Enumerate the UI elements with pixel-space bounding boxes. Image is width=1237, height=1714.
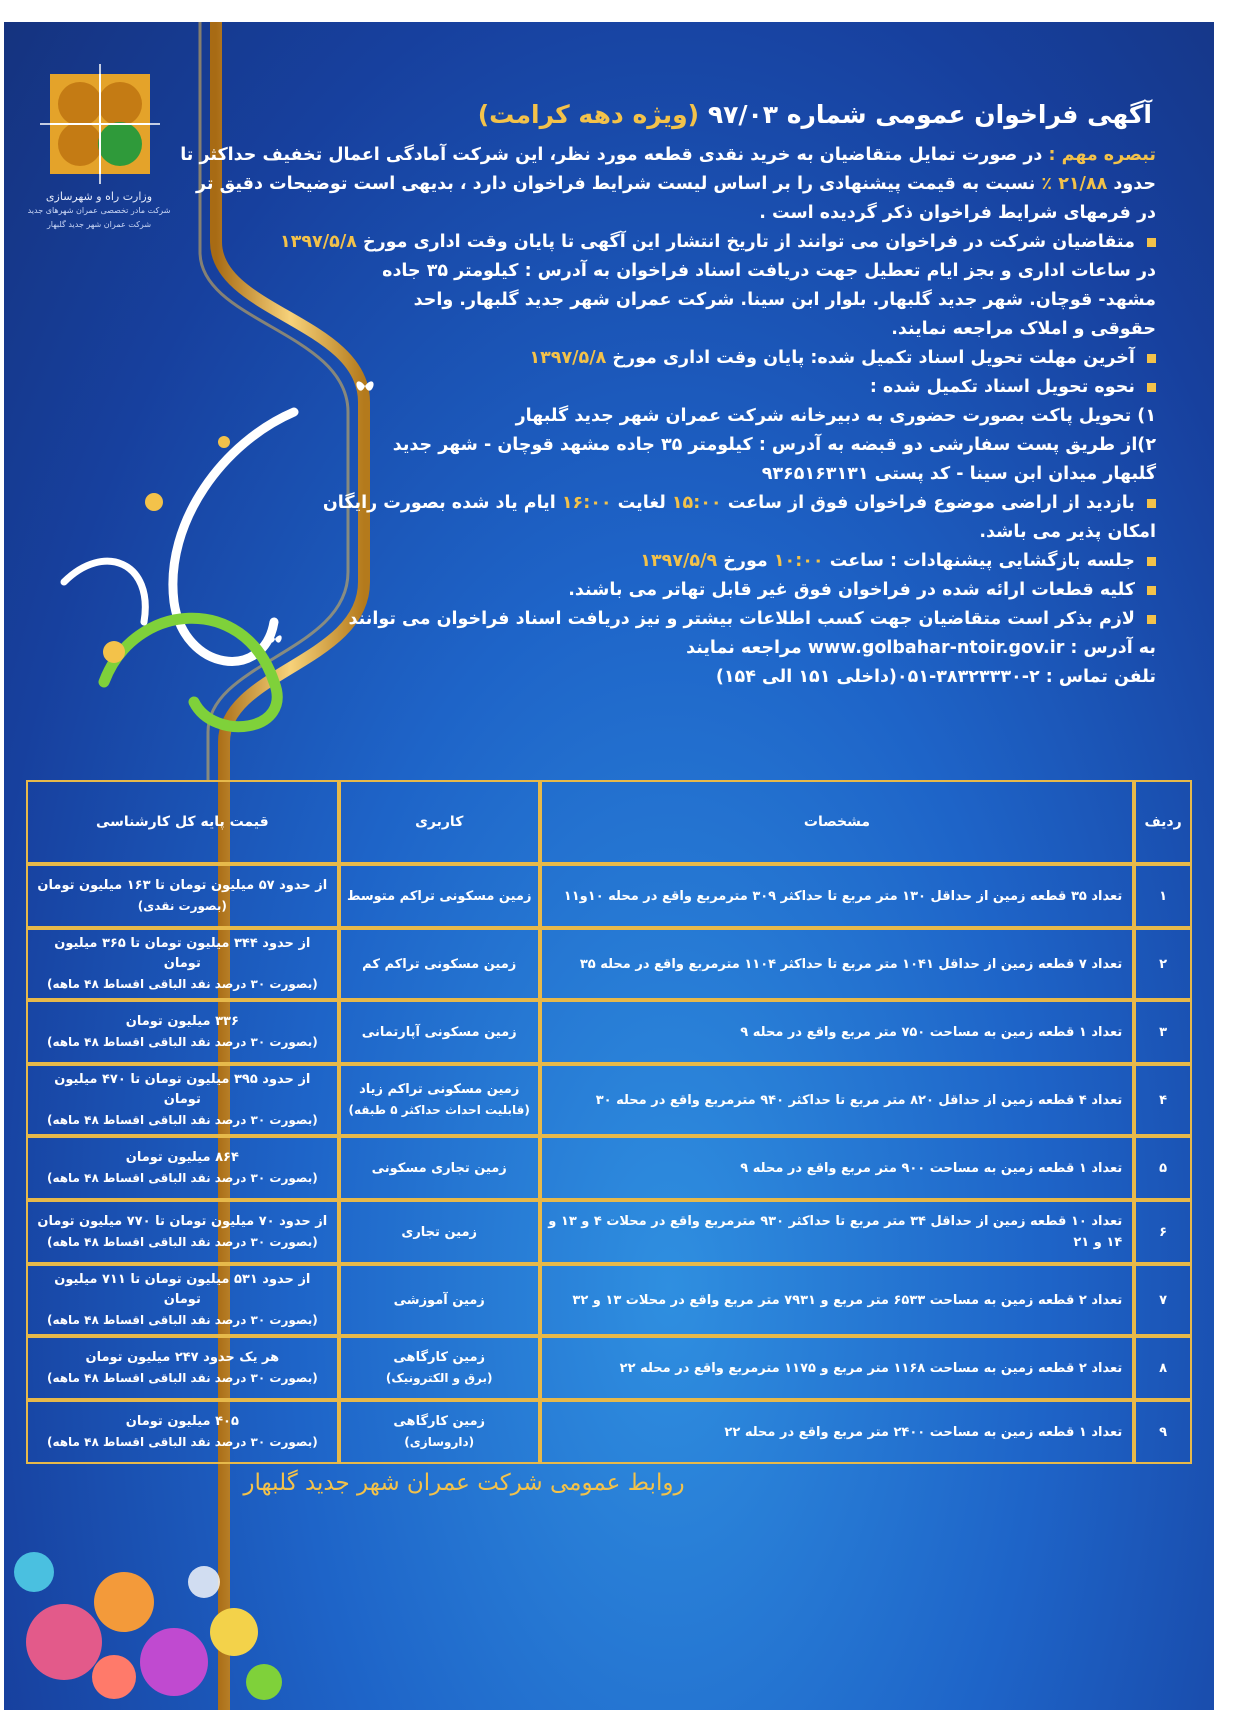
row-number: ۸	[1134, 1336, 1192, 1400]
item5-text-a: جلسه بازگشایی پیشنهادات : ساعت	[829, 551, 1135, 571]
price-text: از حدود ۵۳۱ میلیون تومان تا ۷۱۱ میلیون تومان	[54, 1272, 311, 1307]
bullet-icon	[1147, 615, 1156, 624]
notice-item-2	[176, 344, 1156, 373]
row-spec: تعداد ۱ قطعه زمین به مساحت ۲۴۰۰ متر مربع واقع در محله ۲۲	[540, 1400, 1134, 1464]
header-specifications: مشخصات	[540, 780, 1134, 864]
usage-note: (داروسازی)	[404, 1435, 475, 1449]
row-price	[26, 1200, 339, 1264]
notice-item-4	[176, 489, 1156, 547]
price-text: از حدود ۵۷ میلیون تومان تا ۱۶۳ میلیون تومان	[37, 878, 328, 893]
flowers-decoration	[4, 1452, 334, 1710]
row-spec: تعداد ۴ قطعه زمین از حداقل ۸۲۰ متر مربع تا حداکثر ۹۴۰ مترمربع واقع در محله ۳۰	[540, 1064, 1134, 1136]
land-plots-table	[26, 780, 1192, 1464]
row-spec: تعداد ۱ قطعه زمین به مساحت ۹۰۰ متر مربع واقع در محله ۹	[540, 1136, 1134, 1200]
bullet-icon	[1147, 383, 1156, 392]
price-text: از حدود ۳۴۴ میلیون تومان تا ۳۶۵ میلیون تومان	[54, 936, 311, 971]
price-terms: (بصورت ۳۰ درصد نقد الباقی اقساط ۴۸ ماهه)	[46, 1371, 318, 1385]
item1-text-2: در ساعات اداری و بجز ایام تعطیل جهت دریافت اسناد فراخوان به آدرس : کیلومتر ۳۵ جاده	[382, 261, 1156, 281]
table-row	[26, 1336, 1192, 1400]
table-header-row	[26, 780, 1192, 864]
bullet-icon	[1147, 557, 1156, 566]
discount-percent: ۲۱/۸۸ ٪	[1041, 174, 1108, 194]
ministry-logo	[40, 64, 160, 184]
note-line-1: در صورت تمایل متقاضیان به خرید نقدی قطعه مورد نظر، این شرکت آمادگی اعمال تخفیف حداکثر	[199, 145, 1043, 165]
price-terms: (بصورت ۳۰ درصد نقد الباقی اقساط ۴۸ ماهه)	[46, 1171, 318, 1185]
item4-text-b: لغایت	[617, 493, 666, 513]
item4-text-2: امکان پذیر می باشد.	[979, 522, 1156, 542]
table-row	[26, 1136, 1192, 1200]
company-name: شرکت عمران شهر جدید گلبهار	[46, 220, 152, 229]
row-spec: تعداد ۲ قطعه زمین به مساحت ۱۱۶۸ متر مربع و ۱۱۷۵ مترمربع واقع در محله ۲۲	[540, 1336, 1134, 1400]
notice-item-6	[176, 576, 1156, 605]
public-relations-signature: روابط عمومی شرکت عمران شهر جدید گلبهار	[243, 1470, 685, 1496]
table-row	[26, 1200, 1192, 1264]
note-line-3: دقیق تر در فرمهای شرایط فراخوان ذکر گردیده است .	[196, 174, 1156, 223]
price-terms: (بصورت نقدی)	[137, 899, 227, 913]
note-line-2b: نسبت به قیمت پیشنهادی را بر اساس لیست شرایط فراخوان دارد ، بدیهی است توضیحات	[269, 174, 1036, 194]
usage-note: (قابلیت احداث حداکثر ۵ طبقه)	[348, 1103, 530, 1117]
row-number: ۲	[1134, 928, 1192, 1000]
usage-text: زمین مسکونی آپارتمانی	[361, 1024, 517, 1040]
row-spec: تعداد ۱ قطعه زمین به مساحت ۷۵۰ متر مربع واقع در محله ۹	[540, 1000, 1134, 1064]
notice-item-1	[176, 228, 1156, 344]
price-terms: (بصورت ۳۰ درصد نقد الباقی اقساط ۴۸ ماهه)	[46, 1313, 318, 1327]
title-accent: (ویژه دهه کرامت)	[477, 100, 700, 129]
price-text: ۴۰۵ میلیون تومان	[125, 1414, 239, 1429]
row-usage	[339, 1136, 540, 1200]
notice-content	[176, 100, 1156, 692]
row-price	[26, 1064, 339, 1136]
item1-text-4: حقوقی و املاک مراجعه نمایند.	[891, 319, 1156, 339]
row-number: ۳	[1134, 1000, 1192, 1064]
table-row	[26, 864, 1192, 928]
header-base-price: قیمت پایه کل کارشناسی	[26, 780, 339, 864]
row-usage	[339, 1336, 540, 1400]
notice-title	[176, 100, 1156, 129]
price-terms: (بصورت ۳۰ درصد نقد الباقی اقساط ۴۸ ماهه)	[46, 1035, 318, 1049]
item3-text: نحوه تحویل اسناد تکمیل شده :	[869, 377, 1135, 397]
row-usage	[339, 864, 540, 928]
price-text: ۳۳۶ میلیون تومان	[125, 1014, 239, 1029]
important-note	[176, 141, 1156, 228]
price-text: ۸۶۴ میلیون تومان	[125, 1150, 239, 1165]
item4-text-a: بازدید از اراضی موضوع فراخوان فوق از ساعت	[727, 493, 1135, 513]
price-terms: (بصورت ۳۰ درصد نقد الباقی اقساط ۴۸ ماهه)	[46, 977, 318, 991]
price-terms: (بصورت ۳۰ درصد نقد الباقی اقساط ۴۸ ماهه)	[46, 1435, 318, 1449]
delivery-option-2-line-1: ۲)از طریق پست سفارشی دو قبضه به آدرس : کیلومتر ۳۵ جاده مشهد قوچان - شهر جدید	[392, 435, 1156, 455]
item5-text-b: مورخ	[723, 551, 768, 571]
price-terms: (بصورت ۳۰ درصد نقد الباقی اقساط ۴۸ ماهه)	[46, 1113, 318, 1127]
row-price	[26, 1336, 339, 1400]
notice-poster	[4, 22, 1214, 1710]
notice-item-5	[176, 547, 1156, 576]
usage-text: زمین مسکونی تراکم متوسط	[346, 888, 532, 904]
title-text: آگهی فراخوان عمومی شماره ۹۷/۰۳	[707, 100, 1152, 129]
opening-date: ۱۳۹۷/۵/۹	[640, 551, 718, 571]
row-spec: تعداد ۳۵ قطعه زمین از حداقل ۱۳۰ متر مربع تا حداکثر ۳۰۹ مترمربع واقع در محله ۱۰و۱۱	[540, 864, 1134, 928]
price-text: از حدود ۷۰ میلیون تومان تا ۷۷۰ میلیون تومان	[37, 1214, 328, 1229]
ministry-subtitle: شرکت مادر تخصصی عمران شهرهای جدید	[27, 206, 171, 215]
item2-text: آخرین مهلت تحویل اسناد تکمیل شده: پایان وقت اداری مورخ	[612, 348, 1135, 368]
item7-addr-b: مراجعه نمایند	[686, 638, 802, 658]
row-price	[26, 1264, 339, 1336]
row-usage	[339, 1064, 540, 1136]
row-usage	[339, 928, 540, 1000]
item1-text-a: متقاضیان شرکت در فراخوان می توانند از تاریخ انتشار این آگهی تا پایان وقت اداری مورخ	[362, 232, 1135, 252]
usage-text: زمین مسکونی تراکم زیاد	[359, 1082, 520, 1097]
ministry-name: وزارت راه و شهرسازی	[45, 190, 153, 203]
item7-addr-a: به آدرس :	[1070, 638, 1156, 658]
notice-item-7	[176, 605, 1156, 692]
table-row	[26, 1264, 1192, 1336]
table-row	[26, 1000, 1192, 1064]
header-row-number: ردیف	[1134, 780, 1192, 864]
table-row	[26, 928, 1192, 1000]
item1-text-3: مشهد- قوچان. شهر جدید گلبهار. بلوار ابن سینا. شرکت عمران شهر جدید گلبهار. واحد	[413, 290, 1156, 310]
website-link[interactable]: www.golbahar-ntoir.gov.ir	[807, 638, 1065, 658]
usage-text: زمین آموزشی	[393, 1292, 485, 1308]
row-spec: تعداد ۲ قطعه زمین به مساحت ۶۵۳۳ متر مربع و ۷۹۳۱ متر مربع واقع در محلات ۱۳ و ۳۲	[540, 1264, 1134, 1336]
bullet-icon	[1147, 354, 1156, 363]
note-label: تبصره مهم :	[1048, 145, 1156, 165]
row-spec: تعداد ۱۰ قطعه زمین از حداقل ۳۴ متر مربع تا حداکثر ۹۳۰ مترمربع واقع در محلات ۴ و ۱۳ و ۱۴ و ۲۱	[540, 1200, 1134, 1264]
header-usage: کاربری	[339, 780, 540, 864]
row-number: ۶	[1134, 1200, 1192, 1264]
row-price	[26, 928, 339, 1000]
note-line-2a: تا حدود	[180, 145, 1156, 194]
row-number: ۵	[1134, 1136, 1192, 1200]
row-usage	[339, 1000, 540, 1064]
bullet-icon	[1147, 238, 1156, 247]
delivery-option-1: ۱) تحویل پاکت بصورت حضوری به دبیرخانه شرکت عمران شهر جدید گلبهار	[515, 406, 1156, 426]
price-text: از حدود ۳۹۵ میلیون تومان تا ۴۷۰ میلیون تومان	[54, 1072, 311, 1107]
usage-text: زمین مسکونی تراکم کم	[362, 956, 517, 972]
usage-text: زمین کارگاهی	[393, 1414, 486, 1429]
row-price	[26, 1136, 339, 1200]
phone-line: تلفن تماس : ۲-۳۸۳۲۳۳۳۰-۰۵۱(داخلی ۱۵۱ الی ۱۵۴)	[715, 667, 1156, 687]
ministry-name-block	[24, 190, 174, 232]
notice-item-3	[176, 373, 1156, 402]
opening-time: ۱۰:۰۰	[773, 551, 824, 571]
row-usage	[339, 1264, 540, 1336]
price-text: هر یک حدود ۲۴۷ میلیون تومان	[85, 1350, 280, 1365]
row-number: ۹	[1134, 1400, 1192, 1464]
usage-note: (برق و الکترونیک)	[385, 1371, 493, 1385]
row-price	[26, 864, 339, 928]
item7-text: لازم بذکر است متقاضیان جهت کسب اطلاعات بیشتر و نیز دریافت اسناد فراخوان می توانند	[348, 609, 1135, 629]
visit-time-to: ۱۶:۰۰	[561, 493, 612, 513]
table-row	[26, 1064, 1192, 1136]
usage-text: زمین تجاری مسکونی	[371, 1160, 507, 1176]
item1-date: ۱۳۹۷/۵/۸	[280, 232, 357, 252]
delivery-option-2-line-2: گلبهار میدان ابن سینا - کد پستی ۹۳۶۵۱۶۳۱۳۱	[761, 464, 1156, 484]
visit-time-from: ۱۵:۰۰	[671, 493, 722, 513]
row-number: ۱	[1134, 864, 1192, 928]
row-usage	[339, 1200, 540, 1264]
row-number: ۷	[1134, 1264, 1192, 1336]
price-terms: (بصورت ۳۰ درصد نقد الباقی اقساط ۴۸ ماهه)	[46, 1235, 318, 1249]
item2-date: ۱۳۹۷/۵/۸	[529, 348, 607, 368]
bullet-icon	[1147, 499, 1156, 508]
bullet-icon	[1147, 586, 1156, 595]
usage-text: زمین کارگاهی	[393, 1350, 486, 1365]
row-price	[26, 1000, 339, 1064]
usage-text: زمین تجاری	[401, 1224, 478, 1240]
item4-text-c: ایام یاد شده بصورت رایگان	[322, 493, 556, 513]
item6-text: کلیه قطعات ارائه شده در فراخوان فوق غیر قابل تهاتر می باشند.	[568, 580, 1135, 600]
row-spec: تعداد ۷ قطعه زمین از حداقل ۱۰۴۱ متر مربع تا حداکثر ۱۱۰۴ مترمربع واقع در محله ۳۵	[540, 928, 1134, 1000]
row-number: ۴	[1134, 1064, 1192, 1136]
row-usage	[339, 1400, 540, 1464]
